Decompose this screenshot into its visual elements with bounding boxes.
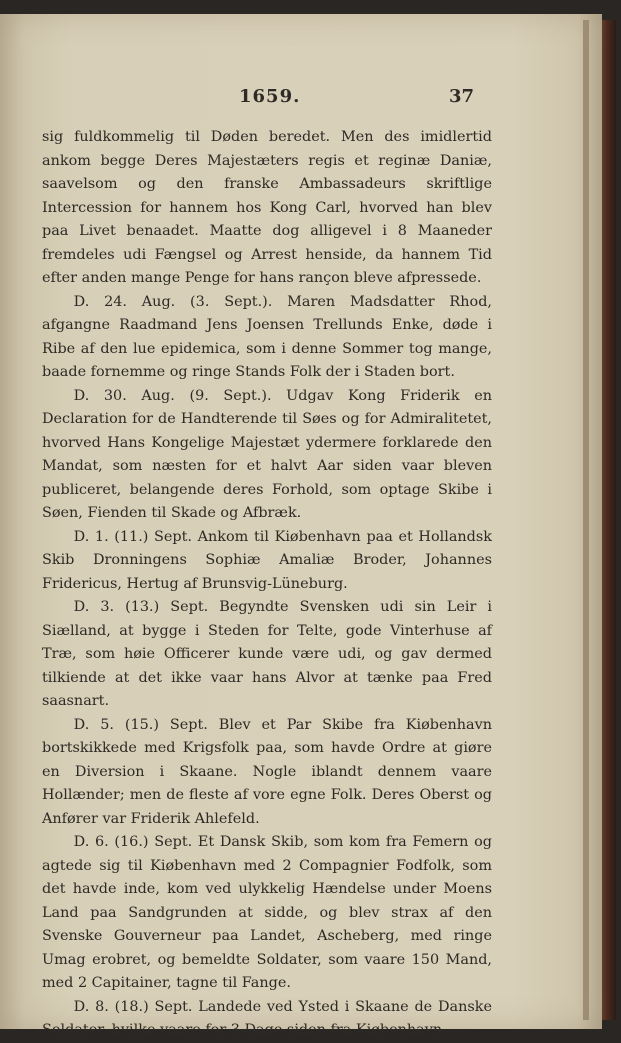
paragraph-entry: D. 1. (11.) Sept. Ankom til Kiøbenhavn paa et Hollandsk Skib Dronningens Sophiæ Amaliæ Broder, Johannes Fridericus, Hertug af Brunsvig-Lüneburg. bbox=[42, 528, 492, 592]
paragraph-continuation: sig fuldkommelig til Døden beredet. Men des imidlertid ankom begge Deres Majestæters regis et reginæ Daniæ, saavelsom og den franske Ambassadeurs skriftlige Intercession for hannem hos Kong Carl, hvorved han blev paa Livet benaadet. Maatte dog alligevel i 8 Maaneder fremdeles udi Fængsel og Arrest henside, da hannem Tid efter anden mange Penge for hans rançon bleve afpressede. bbox=[42, 129, 492, 286]
page-edge bbox=[583, 20, 589, 1020]
paragraph-entry: D. 3. (13.) Sept. Begyndte Svensken udi sin Leir i Siælland, at bygge i Steden for Telte, gode Vinterhuse af Træ, som høie Officerer kunde være udi, og gav dermed tilkiende at det ikke vaar hans Alvor at tænke paa Fred saasnart. bbox=[42, 599, 492, 709]
paragraph-entry: D. 5. (15.) Sept. Blev et Par Skibe fra Kiøbenhavn bortskikkede med Krigsfolk paa, som havde Ordre at giøre en Diversion i Skaane. Nogle iblandt dennem vaare Hollænder; men de fleste af vore egne Folk. Deres Oberst og Anfører var Friderik Ahlefeld. bbox=[42, 716, 492, 827]
paragraph-entry: D. 30. Aug. (9. Sept.). Udgav Kong Friderik en Declaration for de Handterende til Søes og for Admiralitetet, hvorved Hans Kongelige Majestæt ydermere forklarede den Mandat, som næsten for et halvt Aar siden vaar bleven publiceret, belangende deres Forhold, som optage Skibe i Søen, Fienden til Skade og Afbræk. bbox=[42, 387, 492, 521]
paragraph-entry: D. 24. Aug. (3. Sept.). Maren Madsdatter Rhod, afgangne Raadmand Jens Joensen Trellunds Enke, døde i Ribe af den lue epidemica, som i denne Sommer tog mange, baade fornemme og ringe Stands Folk der i Staden bort. bbox=[42, 293, 492, 380]
book-page bbox=[0, 14, 602, 1038]
paragraph-entry: D. 6. (16.) Sept. Et Dansk Skib, som kom fra Femern og agtede sig til Kiøbenhavn med 2 Compagnier Fodfolk, som det havde inde, kom ved ulykkelig Hændelse under Moens Land paa Sandgrunden at sidde, og blev strax af den Svenske Gouverneur paa Landet, Ascheberg, med ringe Umag erobret, og bemeldte Soldater, som vaare 150 Mand, med 2 Capitainer, tagne til Fange. bbox=[42, 834, 492, 991]
page-number: 37 bbox=[449, 86, 475, 107]
page-header bbox=[0, 82, 602, 112]
paragraph-entry: D. 8. (18.) Sept. Landede ved Ysted i Skaane de Danske Soldater, hvilke vaare for 3 Dage siden fra Kiøbenhavn bbox=[42, 998, 492, 1038]
page-year: 1659. bbox=[239, 86, 301, 107]
page-body bbox=[42, 126, 492, 1043]
